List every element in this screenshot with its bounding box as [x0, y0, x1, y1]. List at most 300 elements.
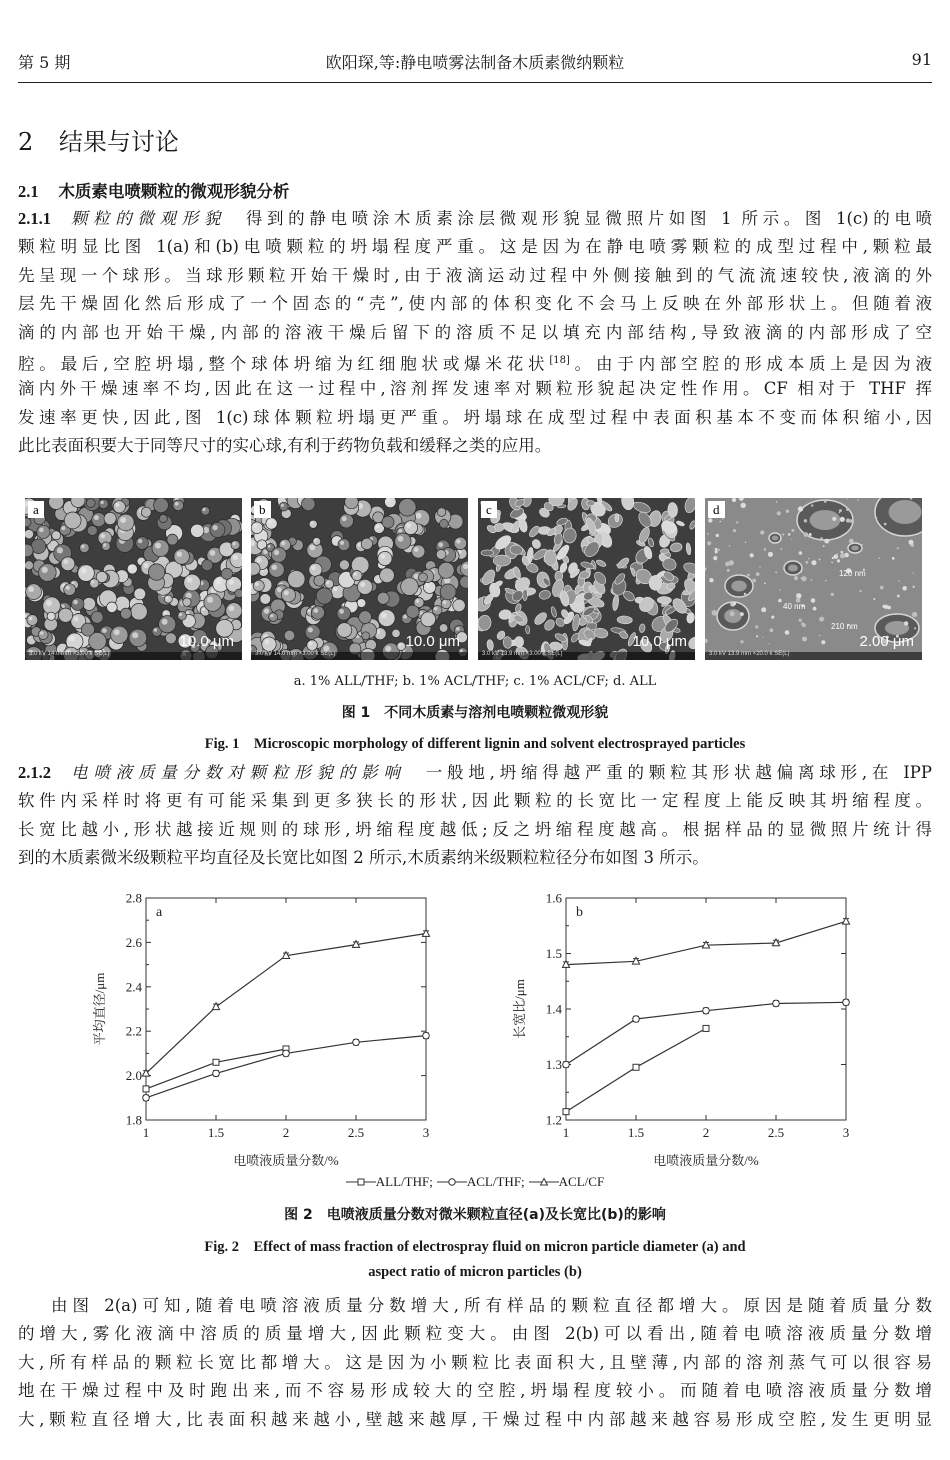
- microparticle: [221, 568, 232, 579]
- panel-label: a: [28, 501, 44, 518]
- microparticle: [453, 599, 466, 612]
- collapsed-particle: [657, 596, 671, 603]
- x-tick-label: 2.5: [767, 1125, 785, 1140]
- particle-highlight: [376, 525, 380, 529]
- paragraph-keyword: 电喷液质量分数对颗粒形貌的影响: [71, 763, 406, 782]
- nanoparticle: [709, 578, 713, 582]
- nanoparticle: [727, 569, 730, 572]
- microparticle: [316, 588, 332, 604]
- paragraph-line: 由图 2(a)可知,随着电喷溶液质量分数增大,所有样品的颗粒直径都增大。原因是随着质量分数: [51, 1296, 932, 1315]
- particle-highlight: [73, 616, 78, 621]
- nanoparticle: [707, 541, 711, 545]
- nanoparticle: [764, 548, 767, 551]
- size-annotation: 210 nm: [831, 622, 858, 631]
- nanoparticle: [776, 501, 777, 502]
- data-point-circle: [633, 1016, 640, 1023]
- particle-highlight: [29, 617, 33, 621]
- microparticle: [25, 561, 34, 570]
- panel-label: d: [708, 501, 725, 518]
- microparticle: [311, 606, 324, 619]
- microparticle: [86, 499, 95, 508]
- nanoparticle: [798, 506, 803, 511]
- paragraph-line: 地在干燥过程中及时跑出来,而不容易形成较大的空腔,坍塌程度较小。而随着电喷溶液质量分数增: [18, 1381, 932, 1401]
- size-annotation: 40 nm: [783, 602, 806, 611]
- running-header-issue: 第 5 期: [18, 53, 71, 72]
- microparticle: [174, 549, 189, 564]
- paragraph-text: 得到的静电喷涂木质素涂层微观形貌显微照片如图 1 所示。图 1(c)的电喷: [245, 209, 933, 228]
- microparticle: [309, 563, 322, 576]
- microparticle: [83, 597, 96, 610]
- microparticle: [266, 518, 277, 529]
- nanoparticle: [912, 586, 915, 589]
- microparticle: [392, 629, 400, 637]
- particle-highlight: [138, 539, 142, 543]
- nanoparticle: [862, 544, 863, 545]
- particle-highlight: [115, 503, 119, 507]
- nanoparticle: [759, 566, 761, 568]
- microparticle: [25, 518, 31, 527]
- nanoparticle: [801, 622, 804, 625]
- paragraph-line: [18, 347, 932, 379]
- nanoparticle: [782, 533, 784, 535]
- nanoparticle: [811, 579, 813, 581]
- microparticle: [325, 579, 334, 588]
- microparticle: [47, 612, 55, 620]
- nanoparticle: [721, 626, 723, 628]
- microparticle: [439, 624, 448, 633]
- x-tick-label: 1: [142, 1125, 150, 1140]
- microparticle: [191, 524, 204, 537]
- particle-highlight: [179, 613, 182, 616]
- microparticle: [121, 608, 132, 619]
- nanoparticle: [823, 545, 825, 547]
- microparticle: [178, 611, 187, 620]
- particle-highlight: [203, 508, 206, 511]
- microparticle: [89, 632, 107, 650]
- nanoparticle: [897, 595, 900, 598]
- particle-highlight: [463, 564, 468, 569]
- microparticle: [382, 516, 394, 528]
- citation: [18]: [549, 355, 570, 366]
- microparticle: [279, 502, 288, 511]
- nanoparticle: [799, 619, 802, 622]
- scale-bar-label: 10.0 μm: [179, 633, 234, 650]
- collapsed-particle: [525, 625, 530, 634]
- microparticle: [307, 640, 318, 651]
- y-axis-label: 长宽比/μm: [512, 979, 527, 1039]
- particle-highlight: [164, 611, 167, 614]
- microparticle: [80, 543, 90, 553]
- particle-highlight: [456, 539, 460, 543]
- microparticle: [399, 499, 417, 517]
- particle-highlight: [314, 539, 317, 542]
- particle-highlight: [166, 597, 169, 600]
- microparticle: [440, 584, 456, 600]
- subsection-heading: [18, 178, 289, 202]
- nanoparticle: [834, 554, 839, 559]
- nanoparticle: [760, 530, 764, 534]
- nanoparticle: [837, 559, 840, 562]
- microparticle: [64, 512, 81, 529]
- x-tick-label: 1.5: [627, 1125, 645, 1140]
- nanoparticle: [898, 580, 900, 582]
- nanoparticle: [720, 521, 722, 523]
- nanoparticle: [762, 637, 763, 638]
- particle-dimple: [851, 546, 859, 551]
- nanoparticle: [859, 590, 861, 592]
- nanoparticle: [832, 517, 836, 521]
- header-rule: [18, 82, 932, 83]
- nanoparticle: [840, 553, 845, 558]
- particle-highlight: [420, 611, 423, 614]
- nanoparticle: [804, 532, 809, 537]
- data-point-square: [633, 1064, 639, 1070]
- nanoparticle: [799, 551, 803, 555]
- particle-highlight: [57, 547, 63, 553]
- nanoparticle: [837, 553, 839, 555]
- nanoparticle: [747, 574, 750, 577]
- microparticle: [99, 499, 109, 509]
- paragraph-line: 到的木质素微米级颗粒平均直径及长宽比如图 2 所示,木质素纳米级颗粒粒径分布如图 3 所示。: [18, 848, 709, 868]
- particle-highlight: [310, 545, 316, 551]
- particle-highlight: [426, 583, 430, 587]
- series-line-all-thf: [146, 1049, 286, 1089]
- nanoparticle: [801, 578, 802, 579]
- microparticle: [231, 541, 240, 550]
- microparticle: [113, 501, 125, 513]
- panel-label: b: [254, 501, 271, 518]
- y-tick-label: 1.4: [545, 1001, 562, 1017]
- nanoparticle: [840, 517, 845, 522]
- legend-item: ACL/CF: [558, 1174, 605, 1189]
- microparticle: [262, 637, 276, 651]
- x-tick-label: 2: [282, 1125, 290, 1140]
- paragraph-line: [18, 205, 932, 233]
- scale-bar-label: 10.0 μm: [632, 633, 687, 650]
- particle-highlight: [69, 636, 75, 642]
- microparticle: [52, 531, 61, 540]
- legend-item: ACL/THF: [466, 1174, 522, 1189]
- particle-dimple: [788, 565, 798, 572]
- microparticle: [302, 498, 316, 511]
- particle-highlight: [40, 631, 43, 634]
- micrograph-b: [251, 498, 468, 660]
- particle-highlight: [311, 565, 316, 570]
- particle-highlight: [187, 577, 193, 583]
- microparticle: [423, 581, 435, 593]
- microparticle: [260, 594, 271, 605]
- particle-highlight: [354, 572, 358, 576]
- particle-highlight: [91, 580, 94, 583]
- nanoparticle: [880, 586, 884, 590]
- particle-highlight: [270, 614, 273, 617]
- microparticle: [104, 512, 116, 524]
- particle-dimple: [889, 500, 922, 524]
- microparticle: [345, 498, 359, 509]
- nanoparticle: [831, 562, 833, 564]
- particle-highlight: [42, 567, 48, 573]
- nanoparticle: [876, 517, 878, 519]
- microparticle: [154, 498, 169, 513]
- section-number: 2: [18, 128, 34, 156]
- x-tick-label: 2: [702, 1125, 710, 1140]
- legend-separator: ;: [429, 1174, 433, 1189]
- y-tick-label: 2.4: [125, 979, 142, 995]
- particle-highlight: [281, 541, 285, 545]
- nanoparticle: [839, 512, 841, 514]
- particle-highlight: [308, 627, 313, 632]
- particle-highlight: [358, 543, 362, 547]
- nanoparticle: [884, 605, 888, 609]
- microparticle: [378, 551, 392, 565]
- particle-highlight: [381, 613, 387, 619]
- microparticle: [314, 575, 325, 586]
- microparticle: [102, 542, 111, 551]
- legend-separator: ;: [521, 1174, 525, 1189]
- particle-highlight: [456, 627, 460, 631]
- microparticle: [71, 598, 84, 611]
- instrument-info-strip: [705, 652, 922, 660]
- microparticle: [107, 602, 118, 613]
- nanoparticle: [804, 519, 807, 522]
- nanoparticle: [824, 500, 827, 503]
- particle-highlight: [434, 607, 437, 610]
- microparticle: [432, 605, 442, 615]
- particle-highlight: [358, 600, 361, 603]
- x-axis-label: 电喷液质量分数/%: [653, 1153, 759, 1168]
- y-tick-label: 1.2: [545, 1112, 562, 1128]
- particle-highlight: [132, 632, 138, 638]
- microparticle: [167, 534, 178, 545]
- microparticle: [313, 537, 321, 545]
- microparticle: [337, 623, 352, 638]
- microparticle: [111, 626, 128, 643]
- microparticle: [204, 594, 222, 612]
- particle-highlight: [438, 542, 443, 547]
- microparticle: [421, 612, 436, 627]
- particle-highlight: [253, 524, 257, 528]
- nanoparticle: [892, 557, 895, 560]
- microparticle: [339, 560, 349, 570]
- paragraph-text: 腔。最后,空腔坍塌,整个球体坍缩为红细胞状或爆米花状: [18, 354, 550, 374]
- nanoparticle: [755, 625, 758, 628]
- data-point-circle: [353, 1039, 360, 1046]
- particle-highlight: [264, 640, 269, 645]
- x-tick-label: 1.5: [207, 1125, 225, 1140]
- nanoparticle: [756, 572, 760, 576]
- microparticle: [440, 519, 449, 528]
- nanoparticle: [849, 539, 854, 544]
- particle-highlight: [73, 600, 78, 605]
- particle-highlight: [202, 608, 206, 612]
- particle-highlight: [414, 547, 419, 552]
- nanoparticle: [768, 643, 769, 644]
- microparticle: [251, 562, 260, 575]
- paragraph-line: 滴内外干燥速率不均,因此在这一过程中,溶剂挥发速率对颗粒形貌起决定性作用。CF 相对于 THF 挥: [18, 379, 932, 399]
- particle-highlight: [177, 552, 182, 557]
- legend-circle-marker: [437, 1176, 467, 1188]
- figure2-caption-cn: 图 2 电喷液质量分数对微米颗粒直径(a)及长宽比(b)的影响: [284, 1207, 666, 1223]
- nanoparticle: [781, 548, 783, 550]
- microparticle: [26, 584, 42, 600]
- particle-highlight: [229, 606, 235, 612]
- instrument-info: 3.0 kV 13.9 mm ×3.00 k SE(L): [482, 651, 563, 657]
- microparticle: [202, 560, 213, 571]
- y-tick-label: 2.8: [125, 890, 142, 906]
- paragraph-text: 一般地,坍缩得越严重的颗粒其形状越偏离球形,在 IPP: [425, 763, 933, 782]
- nanoparticle: [813, 607, 817, 611]
- microparticle: [395, 533, 411, 549]
- nanoparticle: [909, 540, 914, 545]
- nanoparticle: [904, 621, 908, 625]
- particle-highlight: [416, 599, 420, 603]
- particle-highlight: [155, 543, 161, 549]
- particle-highlight: [81, 568, 87, 574]
- particle-highlight: [81, 545, 84, 548]
- paragraph-line: [18, 759, 932, 787]
- nanoparticle: [764, 583, 766, 585]
- chart-b: [508, 888, 878, 1178]
- nanoparticle: [732, 602, 736, 606]
- microparticle: [27, 615, 38, 626]
- collapsed-particle: [481, 550, 494, 556]
- particle-highlight: [229, 579, 234, 584]
- microparticle: [152, 540, 169, 557]
- nanoparticle: [831, 593, 834, 596]
- nanoparticle: [791, 539, 792, 540]
- microparticle: [377, 592, 389, 604]
- microparticle: [131, 603, 148, 620]
- paragraph-line: 层先干燥固化然后形成了一个固态的“壳”,使内部的体积变化不会马上反映在外部形状上。但随着液: [18, 294, 932, 314]
- microparticle: [49, 498, 64, 510]
- particle-highlight: [114, 629, 120, 635]
- figure2-caption-en-2: aspect ratio of micron particles (b): [368, 1264, 582, 1280]
- nanoparticle: [718, 549, 720, 551]
- microparticle: [288, 571, 305, 588]
- legend-triangle-marker: [529, 1176, 559, 1188]
- nanoparticle: [824, 539, 829, 544]
- figure1-caption-en: Fig. 1 Microscopic morphology of different lignin and solvent electrosprayed particles: [204, 736, 746, 752]
- microparticle: [454, 537, 467, 550]
- particle-highlight: [385, 646, 391, 652]
- particle-dimple: [772, 536, 779, 541]
- data-point-circle: [423, 1032, 430, 1039]
- nanoparticle: [897, 547, 899, 549]
- microparticle: [159, 616, 176, 633]
- particle-highlight: [277, 587, 282, 592]
- y-tick-label: 1.8: [125, 1112, 142, 1128]
- nanoparticle: [786, 510, 789, 513]
- x-tick-label: 3: [842, 1125, 850, 1140]
- micrograph-d: [705, 498, 922, 660]
- microparticle: [183, 598, 191, 606]
- instrument-info-strip: [251, 652, 468, 660]
- nanoparticle: [715, 548, 718, 551]
- particle-highlight: [129, 566, 133, 570]
- particle-highlight: [284, 590, 289, 595]
- particle-highlight: [28, 587, 34, 593]
- nanoparticle: [914, 627, 916, 629]
- particle-highlight: [360, 582, 365, 587]
- microparticle: [352, 571, 362, 581]
- nanoparticle: [801, 576, 806, 581]
- chart-legend: [0, 1174, 950, 1190]
- particle-highlight: [213, 525, 218, 530]
- x-axis-label: 电喷液质量分数/%: [233, 1153, 339, 1168]
- particle-highlight: [210, 550, 216, 556]
- y-tick-label: 2.2: [125, 1023, 142, 1039]
- microparticle: [38, 630, 48, 640]
- figure1-subcaption: a. 1% ALL/THF; b. 1% ACL/THF; c. 1% ACL/CF; d. ALL: [293, 674, 657, 689]
- particle-highlight: [94, 515, 99, 520]
- particle-highlight: [154, 628, 157, 631]
- nanoparticle: [725, 562, 730, 567]
- particle-highlight: [399, 529, 403, 533]
- instrument-info: 3.0 kV 14.0 mm ×3.00 k SE(L): [29, 651, 110, 657]
- microparticle: [437, 508, 446, 517]
- particle-highlight: [314, 608, 319, 613]
- nanoparticle: [736, 521, 738, 523]
- nanoparticle: [769, 628, 773, 632]
- particle-highlight: [103, 543, 106, 546]
- particle-highlight: [281, 504, 284, 507]
- particle-highlight: [308, 609, 311, 612]
- nanoparticle: [788, 533, 791, 536]
- microparticle: [129, 629, 147, 647]
- nanoparticle: [821, 640, 825, 644]
- particle-highlight: [120, 517, 126, 523]
- nanoparticle: [733, 529, 736, 532]
- paragraph-keyword: 颗粒的微观形貌: [70, 209, 226, 228]
- scale-bar-label: 2.00 μm: [859, 633, 914, 650]
- paragraph-line: 此比表面积要大于同等尺寸的实心球,有利于药物负载和缓释之类的应用。: [18, 436, 552, 456]
- data-point-circle: [283, 1050, 290, 1057]
- microparticle: [164, 595, 172, 603]
- microparticle: [361, 538, 372, 549]
- microparticle: [357, 579, 372, 594]
- nanoparticle: [730, 611, 735, 616]
- nanoparticle: [884, 523, 887, 526]
- nanoparticle: [775, 572, 777, 574]
- microparticle: [39, 564, 57, 582]
- nanoparticle: [777, 511, 781, 515]
- microparticle: [210, 522, 225, 537]
- particle-highlight: [272, 565, 277, 570]
- nanoparticle: [708, 518, 712, 522]
- subsection-title: 木质素电喷颗粒的微观形貌分析: [58, 182, 290, 201]
- nanoparticle: [878, 557, 880, 559]
- nanoparticle: [713, 556, 717, 560]
- microparticle: [226, 603, 242, 619]
- chart-a: [88, 888, 458, 1178]
- y-tick-label: 1.5: [545, 946, 562, 961]
- nanoparticle: [744, 593, 746, 595]
- subsubsection-number: 2.1.2: [18, 763, 51, 782]
- data-point-circle: [143, 1095, 150, 1102]
- data-point-circle: [213, 1070, 220, 1077]
- particle-highlight: [398, 536, 404, 542]
- nanoparticle: [791, 529, 794, 532]
- nanoparticle: [750, 553, 754, 557]
- paragraph-line: 先呈现一个球形。当球形颗粒开始干燥时,由于液滴运动过程中外侧接触到的气流流速较快,液滴的外: [18, 265, 932, 285]
- nanoparticle: [740, 640, 743, 643]
- particle-highlight: [66, 586, 70, 590]
- microparticle: [378, 610, 395, 627]
- nanoparticle: [716, 534, 719, 537]
- nanoparticle: [912, 612, 917, 617]
- microparticle: [357, 599, 366, 608]
- microparticle: [25, 529, 34, 538]
